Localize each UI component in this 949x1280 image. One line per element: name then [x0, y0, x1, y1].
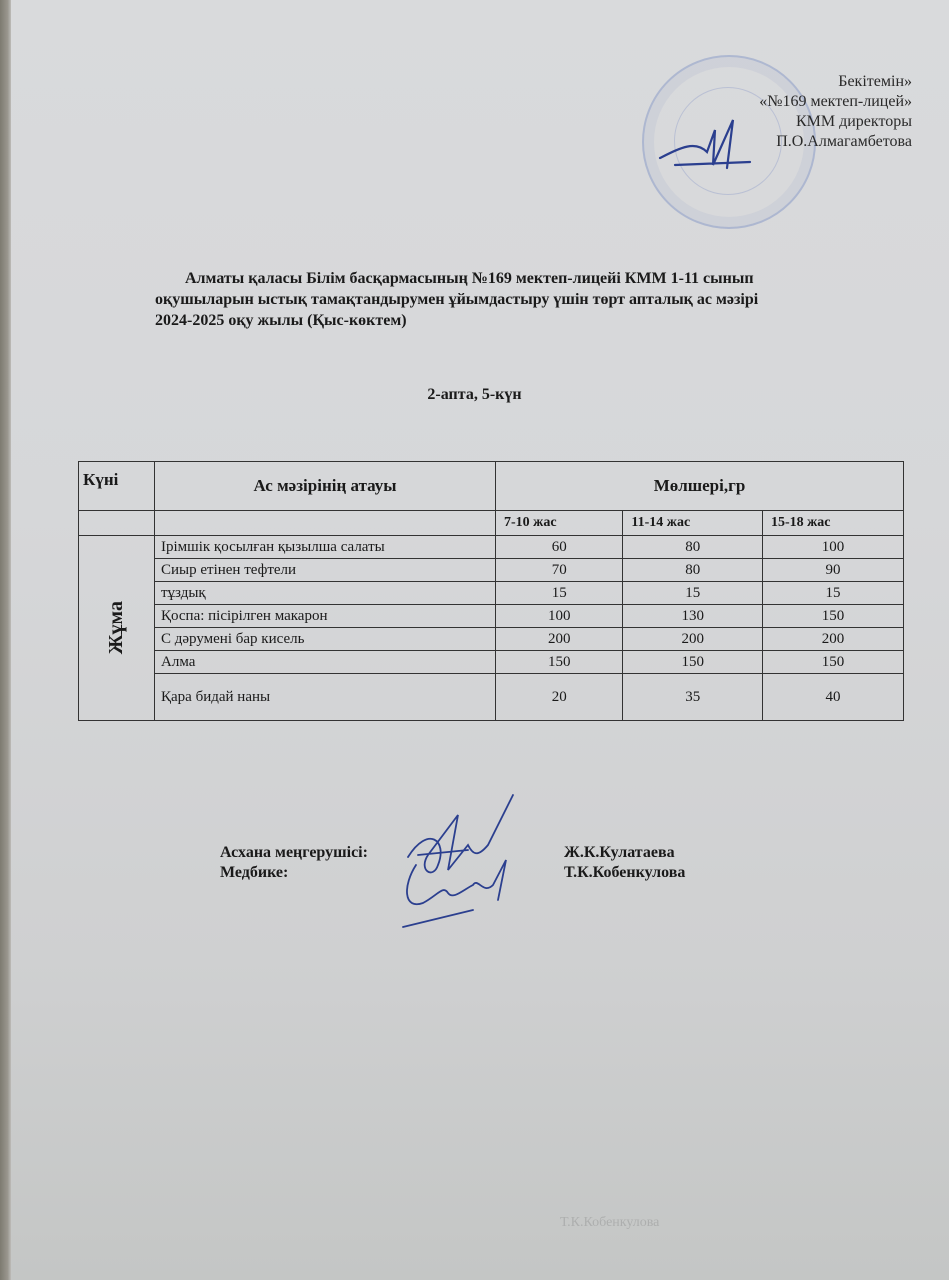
header-amount: Мөлшері,гр: [496, 462, 904, 511]
canteen-nurse-signatures: [388, 785, 538, 930]
header-dish: Ас мәзірінің атауы: [155, 462, 496, 511]
director-signature: [655, 110, 765, 180]
dish-name: тұздық: [155, 582, 496, 605]
amount-cell: 80: [623, 536, 763, 559]
title-line: Алматы қаласы Білім басқармасының №169 мектеп-лицейі КММ 1-11 сынып: [185, 270, 754, 287]
approval-line: КММ директоры: [795, 113, 912, 130]
age-group-11-14: 11-14 жас: [623, 511, 763, 536]
amount-cell: 20: [496, 674, 623, 721]
table-row: [79, 559, 904, 582]
amount-cell: 130: [623, 605, 763, 628]
title-line: оқушыларын ыстық тамақтандырумен ұйымдастыру үшін төрт апталық ас мәзірі: [155, 291, 759, 308]
day-cell: [79, 536, 155, 721]
paper-edge-shadow: [0, 0, 11, 1280]
role-nurse: Медбике:: [220, 864, 289, 881]
age-group-row: [79, 511, 904, 536]
amount-cell: 15: [762, 582, 903, 605]
table-row: [79, 651, 904, 674]
amount-cell: 15: [623, 582, 763, 605]
amount-cell: 200: [623, 628, 763, 651]
day-label: Жұма: [105, 601, 127, 655]
table-row: [79, 605, 904, 628]
amount-cell: 35: [623, 674, 763, 721]
approval-line: П.О.Алмагамбетова: [776, 133, 912, 150]
table-row: [79, 582, 904, 605]
amount-cell: 70: [496, 559, 623, 582]
signature-roles: [220, 843, 368, 883]
dish-name: Қара бидай наны: [155, 674, 496, 721]
age-group-7-10: 7-10 жас: [496, 511, 623, 536]
amount-cell: 90: [762, 559, 903, 582]
amount-cell: 80: [623, 559, 763, 582]
table-row: [79, 536, 904, 559]
amount-cell: 200: [762, 628, 903, 651]
amount-cell: 150: [623, 651, 763, 674]
amount-cell: 100: [762, 536, 903, 559]
dish-name: Қоспа: пісірілген макарон: [155, 605, 496, 628]
header-day: Күні: [79, 462, 155, 511]
table-row: [79, 674, 904, 721]
menu-table: [78, 461, 904, 721]
dish-name: Алма: [155, 651, 496, 674]
amount-cell: 200: [496, 628, 623, 651]
role-canteen-head: Асхана меңгерушісі:: [220, 844, 368, 861]
age-group-15-18: 15-18 жас: [762, 511, 903, 536]
amount-cell: 60: [496, 536, 623, 559]
document-title: [155, 268, 935, 331]
empty-cell: [79, 511, 155, 536]
week-day-label: 2-апта, 5-күн: [427, 386, 522, 403]
dish-name: Сиыр етінен тефтели: [155, 559, 496, 582]
amount-cell: 15: [496, 582, 623, 605]
table-header-row: [79, 462, 904, 511]
amount-cell: 150: [762, 651, 903, 674]
bleed-through-text: Т.К.Кобенкулова: [560, 1215, 660, 1230]
title-line: 2024-2025 оқу жылы (Қыс-көктем): [155, 312, 407, 329]
signature-names: [564, 843, 685, 883]
dish-name: Ірімшік қосылған қызылша салаты: [155, 536, 496, 559]
table-row: [79, 628, 904, 651]
dish-name: С дәрумені бар кисель: [155, 628, 496, 651]
amount-cell: 150: [762, 605, 903, 628]
name-nurse: Т.К.Кобенкулова: [564, 864, 686, 881]
empty-cell: [155, 511, 496, 536]
approval-block: [759, 72, 912, 152]
approval-line: Бекітемін»: [838, 73, 912, 90]
name-canteen-head: Ж.К.Кулатаева: [564, 844, 675, 861]
amount-cell: 100: [496, 605, 623, 628]
amount-cell: 150: [496, 651, 623, 674]
amount-cell: 40: [762, 674, 903, 721]
approval-line: «№169 мектеп-лицей»: [759, 93, 912, 110]
